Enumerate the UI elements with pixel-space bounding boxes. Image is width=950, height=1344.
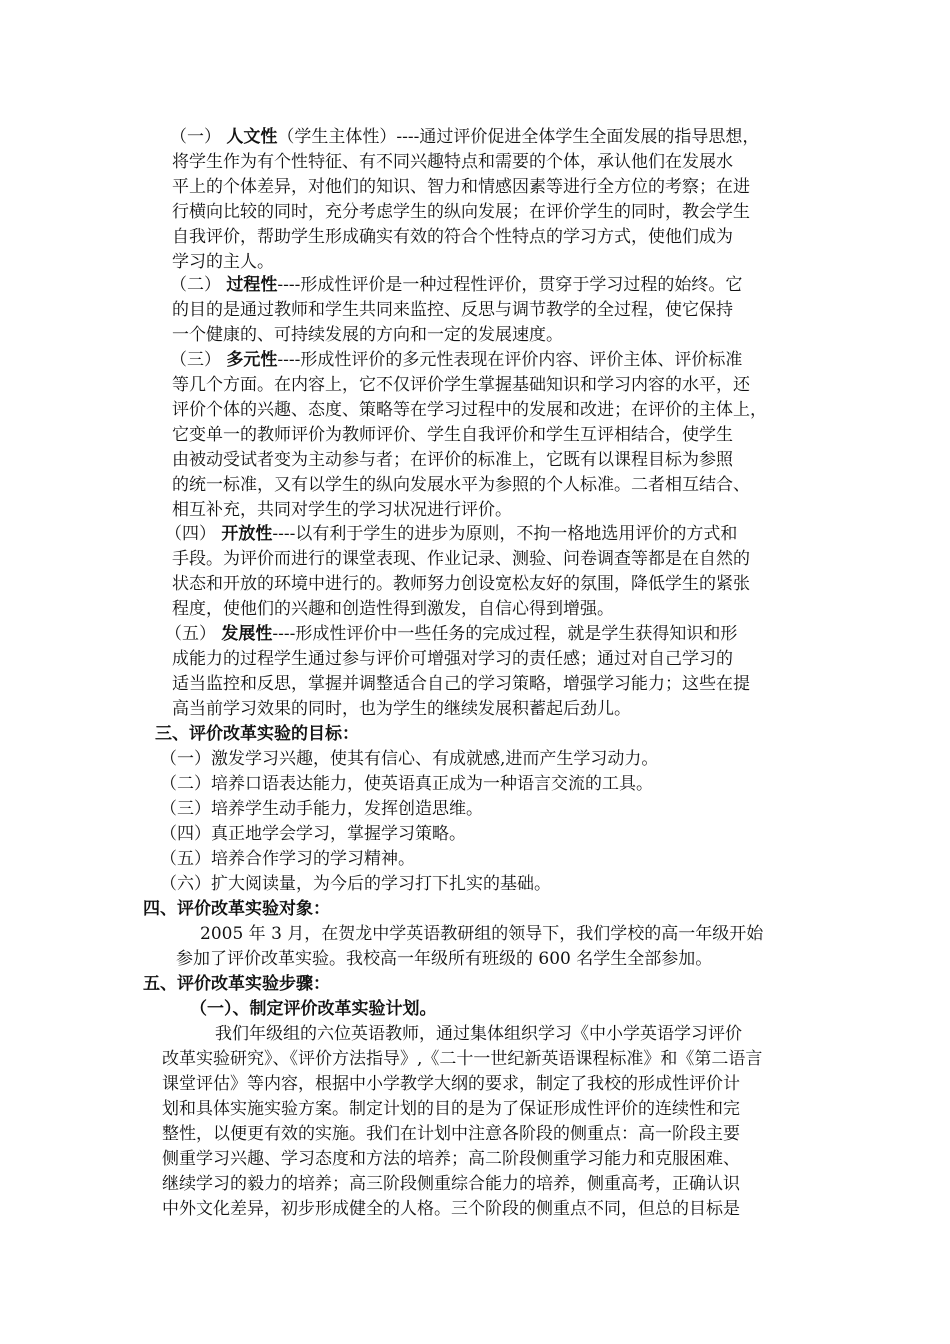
item-prefix: （四） [165, 524, 222, 544]
body-line: 等几个方面。在内容上，它不仅评价学生掌握基础知识和学习内容的水平，还 [172, 375, 750, 395]
item-5-first-line [165, 622, 737, 646]
item-prefix: （三） [170, 350, 227, 370]
item-label: 多元性 [226, 350, 278, 370]
body-line: 成能力的过程学生通过参与评价可增强对学习的责任感；通过对自己学习的 [172, 649, 733, 669]
body-line: 参加了评价改革实验。我校高一年级所有班级的 600 名学生全部参加。 [176, 949, 713, 969]
item-label: 人文性 [226, 127, 278, 147]
body-line: 的目的是通过教师和学生共同来监控、反思与调节教学的全过程，使它保持 [172, 300, 733, 320]
section-5-heading: 五、评价改革实验步骤： [143, 974, 330, 994]
item-text: （学生主体性）----通过评价促进全体学生全面发展的指导思想， [277, 127, 760, 147]
section-4-heading: 四、评价改革实验对象： [143, 899, 330, 919]
body-line: 行横向比较的同时，充分考虑学生的纵向发展；在评价学生的同时，教会学生 [172, 202, 750, 222]
goal-item: （三）培养学生动手能力，发挥创造思维。 [160, 799, 483, 819]
item-3-first-line [170, 348, 742, 372]
goal-item: （二）培养口语表达能力，使英语真正成为一种语言交流的工具。 [160, 774, 653, 794]
body-line: 手段。为评价而进行的课堂表现、作业记录、测验、问卷调查等都是在自然的 [172, 549, 750, 569]
body-line: 中外文化差异，初步形成健全的人格。三个阶段的侧重点不同，但总的目标是 [162, 1199, 740, 1219]
body-line: 学习的主人。 [172, 252, 274, 272]
item-label: 开放性 [221, 524, 273, 544]
body-line: 评价个体的兴趣、态度、策略等在学习过程中的发展和改进；在评价的主体上， [172, 400, 767, 420]
goal-item: （六）扩大阅读量，为今后的学习打下扎实的基础。 [160, 874, 551, 894]
body-line: 平上的个体差异，对他们的知识、智力和情感因素等进行全方位的考察；在进 [172, 177, 750, 197]
body-line: 高当前学习效果的同时，也为学生的继续发展积蓄起后劲儿。 [172, 699, 631, 719]
goal-item: （四）真正地学会学习，掌握学习策略。 [160, 824, 466, 844]
body-line: 一个健康的、可持续发展的方向和一定的发展速度。 [172, 325, 563, 345]
item-1-first-line [170, 125, 759, 149]
item-text: ----以有利于学生的进步为原则，不拘一格地选用评价的方式和 [272, 524, 738, 544]
body-line: 由被动受试者变为主动参与者；在评价的标准上，它既有以课程目标为参照 [172, 450, 733, 470]
body-line: 改革实验研究》、《评价方法指导》,《二十一世纪新英语课程标准》和《第二语言 [162, 1049, 763, 1069]
goal-item: （五）培养合作学习的学习精神。 [160, 849, 415, 869]
item-prefix: （五） [165, 624, 222, 644]
item-prefix: （二） [170, 275, 227, 295]
item-text: ----形成性评价的多元性表现在评价内容、评价主体、评价标准 [277, 350, 743, 370]
section-3-heading: 三、评价改革实验的目标： [155, 724, 359, 744]
section-5-subheading: （一）、制定评价改革实验计划。 [190, 999, 437, 1019]
goal-item: （一）激发学习兴趣，使其有信心、有成就感,进而产生学习动力。 [160, 749, 659, 769]
body-line: 适当监控和反思，掌握并调整适合自己的学习策略，增强学习能力；这些在提 [172, 674, 750, 694]
body-line: 划和具体实施实验方案。制定计划的目的是为了保证形成性评价的连续性和完 [162, 1099, 740, 1119]
body-line: 状态和开放的环境中进行的。教师努力创设宽松友好的氛围，降低学生的紧张 [172, 574, 750, 594]
item-label: 发展性 [221, 624, 273, 644]
item-label: 过程性 [226, 275, 278, 295]
body-line: 2005 年 3 月，在贺龙中学英语教研组的领导下，我们学校的高一年级开始 [200, 924, 764, 944]
item-4-first-line [165, 522, 737, 546]
body-line: 我们年级组的六位英语教师，通过集体组织学习《中小学英语学习评价 [215, 1024, 742, 1044]
item-prefix: （一） [170, 127, 227, 147]
body-line: 课堂评估》等内容，根据中小学教学大纲的要求，制定了我校的形成性评价计 [162, 1074, 740, 1094]
body-line: 继续学习的毅力的培养；高三阶段侧重综合能力的培养，侧重高考，正确认识 [162, 1174, 740, 1194]
body-line: 自我评价，帮助学生形成确实有效的符合个性特点的学习方式，使他们成为 [172, 227, 733, 247]
body-line: 程度，使他们的兴趣和创造性得到激发，自信心得到增强。 [172, 599, 614, 619]
body-line: 整性，以便更有效的实施。我们在计划中注意各阶段的侧重点：高一阶段主要 [162, 1124, 740, 1144]
item-2-first-line [170, 273, 742, 297]
body-line: 相互补充，共同对学生的学习状况进行评价。 [172, 500, 512, 520]
body-line: 将学生作为有个性特征、有不同兴趣特点和需要的个体，承认他们在发展水 [172, 152, 733, 172]
item-text: ----形成性评价中一些任务的完成过程，就是学生获得知识和形 [272, 624, 738, 644]
body-line: 的统一标准，又有以学生的纵向发展水平为参照的个人标准。二者相互结合、 [172, 475, 750, 495]
item-text: ----形成性评价是一种过程性评价，贯穿于学习过程的始终。它 [277, 275, 743, 295]
body-line: 侧重学习兴趣、学习态度和方法的培养；高二阶段侧重学习能力和克服困难、 [162, 1149, 740, 1169]
body-line: 它变单一的教师评价为教师评价、学生自我评价和学生互评相结合，使学生 [172, 425, 733, 445]
